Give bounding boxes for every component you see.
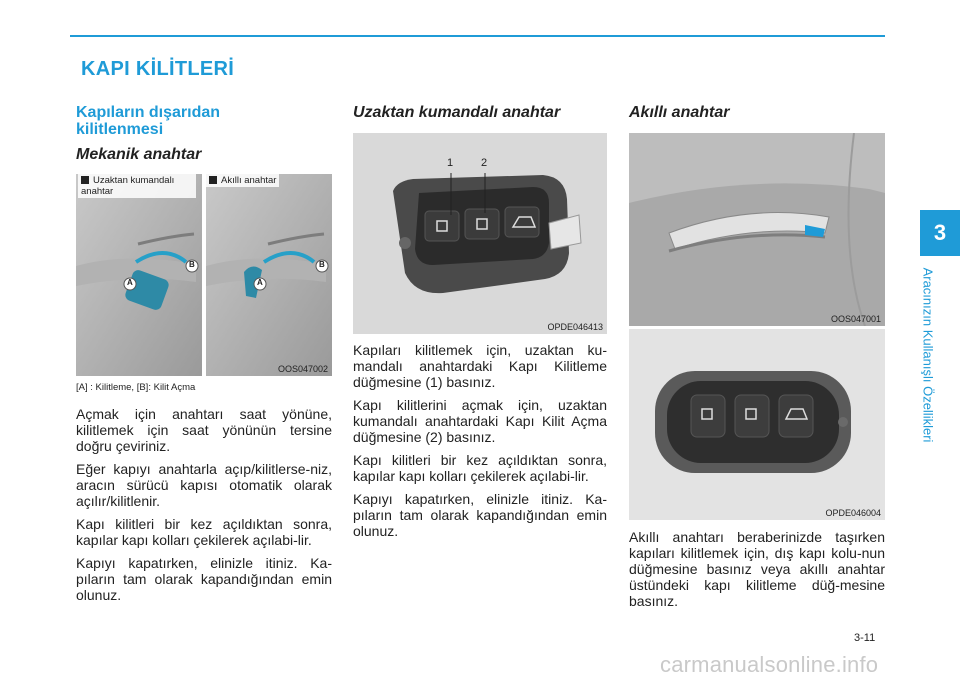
paragraph: Kapıyı kapatırken, elinizle itiniz. Ka-pıların tam olarak kapandığından emin olunuz. (76, 555, 332, 603)
paragraph: Kapıyı kapatırken, elinizle itiniz. Ka-pıların tam olarak kapandığından emin olunuz. (353, 491, 607, 539)
figure-smart-key (629, 329, 885, 520)
figure-code: OOS047001 (830, 314, 881, 324)
section-title: KAPI KİLİTLERİ (81, 58, 235, 80)
chapter-tab: 3 (920, 210, 960, 256)
label-1: 1 (447, 157, 454, 169)
paragraph: Kapıları kilitlemek için, uzaktan ku-mandalı anahtardaki Kapı Kilitleme düğmesine (1) basınız. (353, 342, 607, 390)
marker-a: A (127, 278, 133, 287)
paragraph: Kapı kilitleri bir kez açıldıktan sonra, kapılar kapı kolları çekilerek açılabi-lir. (76, 516, 332, 548)
figure-door-handle (629, 133, 885, 326)
subheading-mechanical-key: Mekanik anahtar (76, 146, 202, 163)
door-handle-button-illustration (629, 133, 885, 326)
paragraph: Kapı kilitleri bir kez açıldıktan sonra, kapılar kapı kolları çekilerek açılabi-lir. (353, 452, 607, 484)
legend-remote-key: Uzaktan kumandalı anahtar (78, 174, 196, 198)
body-text (629, 529, 885, 616)
legend-square-icon (209, 176, 217, 184)
marker-b: B (319, 260, 325, 269)
figure-code: OOS047002 (277, 364, 328, 374)
legend-square-icon (81, 176, 89, 184)
subheading-remote-key: Uzaktan kumandalı anahtar (353, 104, 561, 121)
watermark: carmanualsonline.info (660, 652, 879, 677)
legend-smart-key: Akıllı anahtar (206, 174, 279, 187)
paragraph: Kapı kilitlerini açmak için, uzaktan kumandalı anahtardaki Kapı Kilit Açma düğmesine (2) basınız. (353, 397, 607, 445)
remote-key-illustration (353, 133, 607, 334)
top-rule (70, 35, 885, 37)
chapter-title: Aracınızın Kullanışlı Özellikleri (920, 267, 936, 443)
heading-external-locking: Kapıların dışarıdan kilitlenmesi (76, 104, 221, 138)
marker-b: B (189, 260, 195, 269)
label-2: 2 (481, 157, 488, 169)
marker-a: A (257, 278, 263, 287)
smart-key-illustration (629, 329, 885, 520)
paragraph: Akıllı anahtarı beraberinizde taşırken kapıları kilitlemek için, dış kapı kolu-nun düğmesine basınız veya akıllı anahtar üstündeki kapı kilitleme düğ-mesine basınız. (629, 529, 885, 609)
figure-code: OPDE046413 (547, 322, 603, 332)
figure-caption: [A] : Kilitleme, [B]: Kilit Açma (76, 382, 196, 393)
figure-code: OPDE046004 (825, 508, 881, 518)
door-handle-illustration (76, 174, 332, 376)
body-text (76, 406, 332, 610)
paragraph: Eğer kapıyı anahtarla açıp/kilitlerse-niz, aracın sürücü kapısı otomatik olarak açılır/kilitlenir. (76, 461, 332, 509)
paragraph: Açmak için anahtarı saat yönüne, kilitlemek için saat yönünün tersine doğru çeviriniz. (76, 406, 332, 454)
subheading-smart-key: Akıllı anahtar (629, 104, 730, 121)
figure-mechanical-key (76, 174, 332, 376)
page-number: 3-11 (854, 632, 876, 644)
figure-remote-key (353, 133, 607, 334)
body-text (353, 342, 607, 546)
